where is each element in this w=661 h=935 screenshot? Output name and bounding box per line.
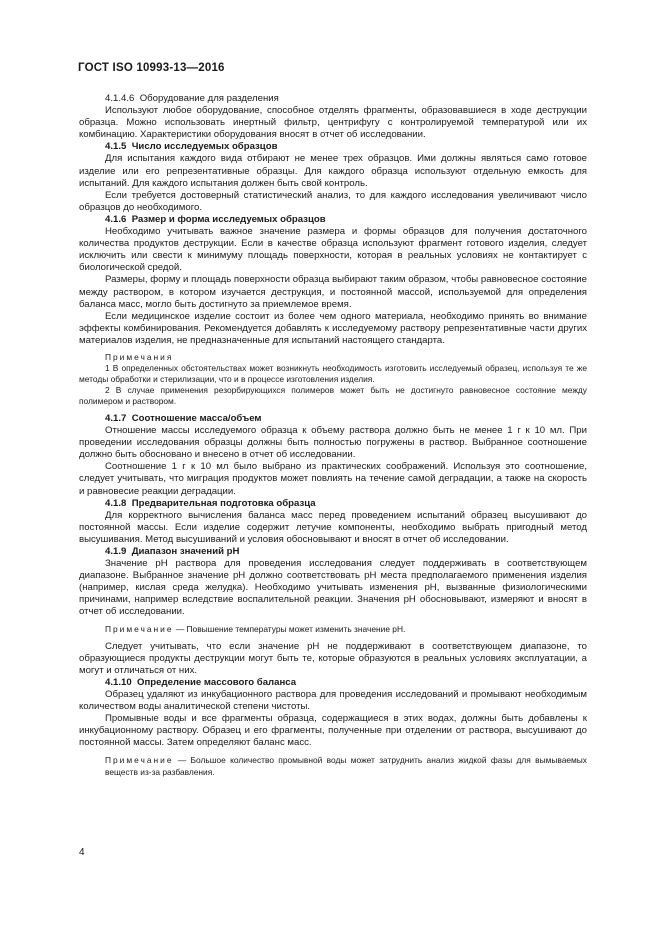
section-title: Диапазон значений pH xyxy=(131,546,240,557)
section-heading-4-1-9 xyxy=(79,546,587,558)
section-title: Число исследуемых образцов xyxy=(131,141,278,153)
section-number: 4.1.6 xyxy=(105,213,127,225)
paragraph: Для испытания каждого вида отбирают не менее трех образцов. Ими должны являться само готовое изделие или его репрезентативные образцы. Для каждого образца используют отдельную емкость для испытаний. Для каждого испытания должен быть свой контроль. xyxy=(79,153,587,189)
paragraph: Если требуется достоверный статистический анализ, то для каждого исследования увеличивают число образцов до необходимого. xyxy=(79,189,587,213)
note xyxy=(79,754,587,778)
section-title: Размер и форма исследуемых образцов xyxy=(131,213,326,225)
section-number: 4.1.7 xyxy=(105,412,127,424)
section-number: 4.1.9 xyxy=(105,546,127,557)
paragraph: Если медицинское изделие состоит из более чем одного материала, необходимо принять во внимание эффекты комбинирования. Рекомендуется добавлять к исследуемому раствору репрезентативные части других материалов изделия, не предназначенные для испытаний настоящего стандарта. xyxy=(79,310,587,346)
notes-label: Примечания xyxy=(105,351,174,362)
section-number: 4.1.8 xyxy=(105,497,127,509)
section-heading-4-1-6 xyxy=(79,214,587,226)
section-heading-4-1-5 xyxy=(79,141,587,153)
section-number: 4.1.4.6 xyxy=(105,93,135,104)
paragraph: Соотношение 1 г к 10 мл было выбрано из практических соображений. Используя это соотношение, следует учитывать, что миграция продуктов может повлиять на течение самой деградации, а также на скорость и равновесие реакции деградации. xyxy=(79,461,587,497)
page-number: 4 xyxy=(79,847,85,858)
document-header: ГОСТ ISO 10993-13—2016 xyxy=(78,62,225,74)
note-label: Примечание xyxy=(105,754,174,765)
paragraph: Образец удаляют из инкубационного раствора для проведения исследований и промывают необходимым количеством воды аналитической степени чистоты. xyxy=(79,689,587,713)
paragraph: Размеры, форму и площадь поверхности образца выбирают таким образом, чтобы равновесное состояние между раствором, в котором изучается деструкция, и постоянной массой, используемой для определения баланса масс, могло быть достигнуто за приемлемое время. xyxy=(79,274,587,310)
section-title: Определение массового баланса xyxy=(137,676,297,688)
section-number: 4.1.10 xyxy=(105,676,132,688)
note-text: — Повышение температуры может изменить значение pH. xyxy=(175,623,406,634)
note xyxy=(79,623,587,635)
document-body xyxy=(79,93,587,784)
paragraph: Используют любое оборудование, способное отделять фрагменты, образовавшиеся в ходе деструкции образца. Можно использовать инертный фильтр, центрифугу с контролируемой температурой или их комбинацию. Характеристики оборудования вносят в отчет об исследовании. xyxy=(79,105,587,141)
paragraph: Промывные воды и все фрагменты образца, содержащиеся в этих водах, должны быть добавлены к инкубационному раствору. Образец и его фрагменты, полученные при отделении от раствора, высушивают до постоянной массы. Затем определяют баланс масс. xyxy=(79,713,587,749)
section-heading-4-1-8 xyxy=(79,498,587,510)
note-item: 2 В случае применения резорбирующихся полимеров может быть не достигнуто равновесное состояние между полимером и раствором. xyxy=(79,384,587,406)
section-heading-4-1-10 xyxy=(79,677,587,689)
paragraph: Следует учитывать, что если значение pH не поддерживают в соответствующем диапазоне, то образующиеся продукты деструкции могут быть те, которые образуются в реальных условиях эксплуатации, а могут и отличаться от них. xyxy=(79,640,587,676)
section-heading-4-1-7 xyxy=(79,413,587,425)
section-title: Оборудование для разделения xyxy=(139,93,279,104)
paragraph: Значение pH раствора для проведения исследования следует поддерживать в соответствующем диапазоне. Выбранное значение pH должно соответствовать pH места предполагаемого применения изделия (например, кислая среда желудка). Необходимо учитывать изменения pH, вызванные физиологическими причинами, например вследствие воспалительной реакции. Значения pH обосновывают, измеряют и вносят в отчет об исследовании. xyxy=(79,558,587,618)
note-item: 1 В определенных обстоятельствах может возникнуть необходимость изготовить исследуемый образец, используя те же методы обработки и стерилизации, что и в процессе изготовления изделия. xyxy=(79,362,587,384)
note-text: — Большое количество промывной воды может затруднить анализ жидкой фазы для вымываемых веществ из-за разбавления. xyxy=(105,754,587,777)
paragraph: Для корректного вычисления баланса масс перед проведением испытаний образец высушивают до постоянной массы. Если изделие содержит летучие компоненты, необходимо выбрать пригодный метод высушивания. Метод высушиваний и условия обосновывают и вносят в отчет об исследовании. xyxy=(79,509,587,545)
note-label: Примечание xyxy=(105,623,174,634)
section-title: Соотношение масса/объем xyxy=(131,412,262,424)
section-number: 4.1.5 xyxy=(105,141,127,153)
paragraph: Необходимо учитывать важное значение размера и формы образцов для получения достаточного количества продуктов деструкции. Если в качестве образца используют фрагмент готового изделия, следует исключить или свести к минимуму площадь поверхности, которая в реальных условиях не контактирует с биологической средой. xyxy=(79,226,587,274)
section-heading-4-1-4-6 xyxy=(79,93,587,105)
paragraph: Отношение массы исследуемого образца к объему раствора должно быть не менее 1 г к 10 мл. При проведении исследования образцы должны быть полностью погружены в раствор. Выбранное соотношение должно быть обосновано и внесено в отчет об исследовании. xyxy=(79,425,587,461)
section-title: Предварительная подготовка образца xyxy=(131,497,316,509)
notes-block xyxy=(79,352,587,407)
